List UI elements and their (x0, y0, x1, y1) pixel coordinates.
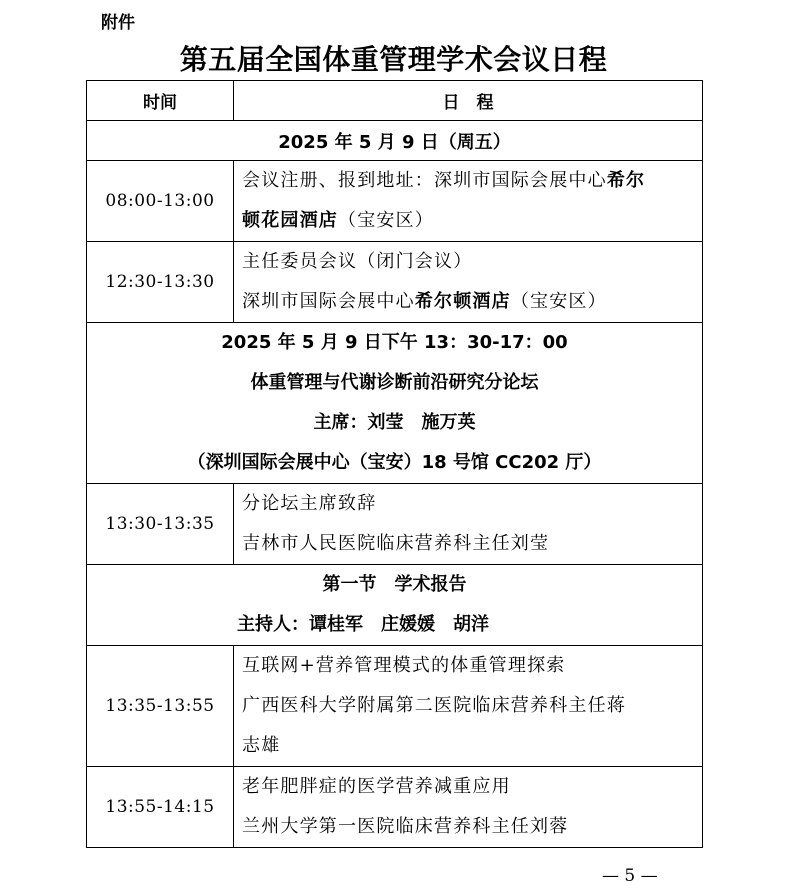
text: 会议注册、报到地址：深圳市国际会展中心 (242, 170, 607, 191)
schedule-cell (234, 242, 703, 323)
page-number: — 5 — (602, 866, 658, 886)
table-row (87, 767, 703, 848)
section-host: 主持人：谭桂军 庄媛媛 胡洋 (237, 614, 489, 635)
section-title: 第一节 学术报告 (322, 574, 467, 595)
header-schedule: 日 程 (234, 81, 703, 121)
table-row (87, 242, 703, 323)
time-cell: 08:00-13:00 (87, 161, 234, 242)
header-row (87, 81, 703, 121)
section-row (87, 565, 703, 646)
schedule-line: 吉林市人民医院临床营养科主任刘莹 (242, 533, 550, 554)
text: （宝安区） (338, 210, 434, 231)
forum-name: 体重管理与代谢诊断前沿研究分论坛 (250, 372, 539, 393)
schedule-line (242, 201, 702, 241)
text: 深圳市国际会展中心 (242, 291, 415, 312)
text-bold: 顿花园酒店 (242, 210, 338, 231)
table-row (87, 484, 703, 565)
page-title: 第五届全国体重管理学术会议日程 (179, 43, 608, 76)
schedule-line: 志雄 (242, 735, 281, 756)
header-time: 时间 (87, 81, 234, 121)
schedule-line: 分论坛主席致辞 (242, 493, 377, 514)
forum-venue: （深圳国际会展中心（宝安）18 号馆 CC202 厅） (187, 452, 602, 473)
schedule-cell (234, 484, 703, 565)
time-cell: 13:35-13:55 (87, 646, 234, 767)
schedule-line: 广西医科大学附属第二医院临床营养科主任蒋 (242, 695, 626, 716)
schedule-cell (234, 646, 703, 767)
time-cell: 13:30-13:35 (87, 484, 234, 565)
forum-time: 2025 年 5 月 9 日下午 13：30-17：00 (221, 332, 568, 353)
schedule-line: 主任委员会议（闭门会议） (242, 251, 473, 272)
attachment-label: 附件 (101, 13, 135, 33)
schedule-line: 互联网+营养管理模式的体重管理探索 (242, 655, 566, 676)
forum-row (87, 323, 703, 484)
forum-cell (87, 323, 703, 484)
schedule-line (242, 161, 702, 201)
date-row (87, 121, 703, 161)
table-row (87, 646, 703, 767)
section-cell (87, 565, 703, 646)
schedule-line: 老年肥胖症的医学营养减重应用 (242, 776, 511, 797)
forum-chair: 主席：刘莹 施万英 (313, 412, 476, 433)
schedule-cell (234, 161, 703, 242)
schedule-table (86, 80, 703, 848)
table-row (87, 161, 703, 242)
text-bold: 希尔 (606, 170, 646, 191)
schedule-cell (234, 767, 703, 848)
time-cell: 13:55-14:15 (87, 767, 234, 848)
time-cell: 12:30-13:30 (87, 242, 234, 323)
schedule-line (242, 282, 702, 322)
date-cell: 2025 年 5 月 9 日（周五） (87, 121, 703, 161)
schedule-line: 兰州大学第一医院临床营养科主任刘蓉 (242, 816, 569, 837)
text: （宝安区） (510, 291, 607, 312)
text-bold: 希尔顿酒店 (414, 291, 511, 312)
